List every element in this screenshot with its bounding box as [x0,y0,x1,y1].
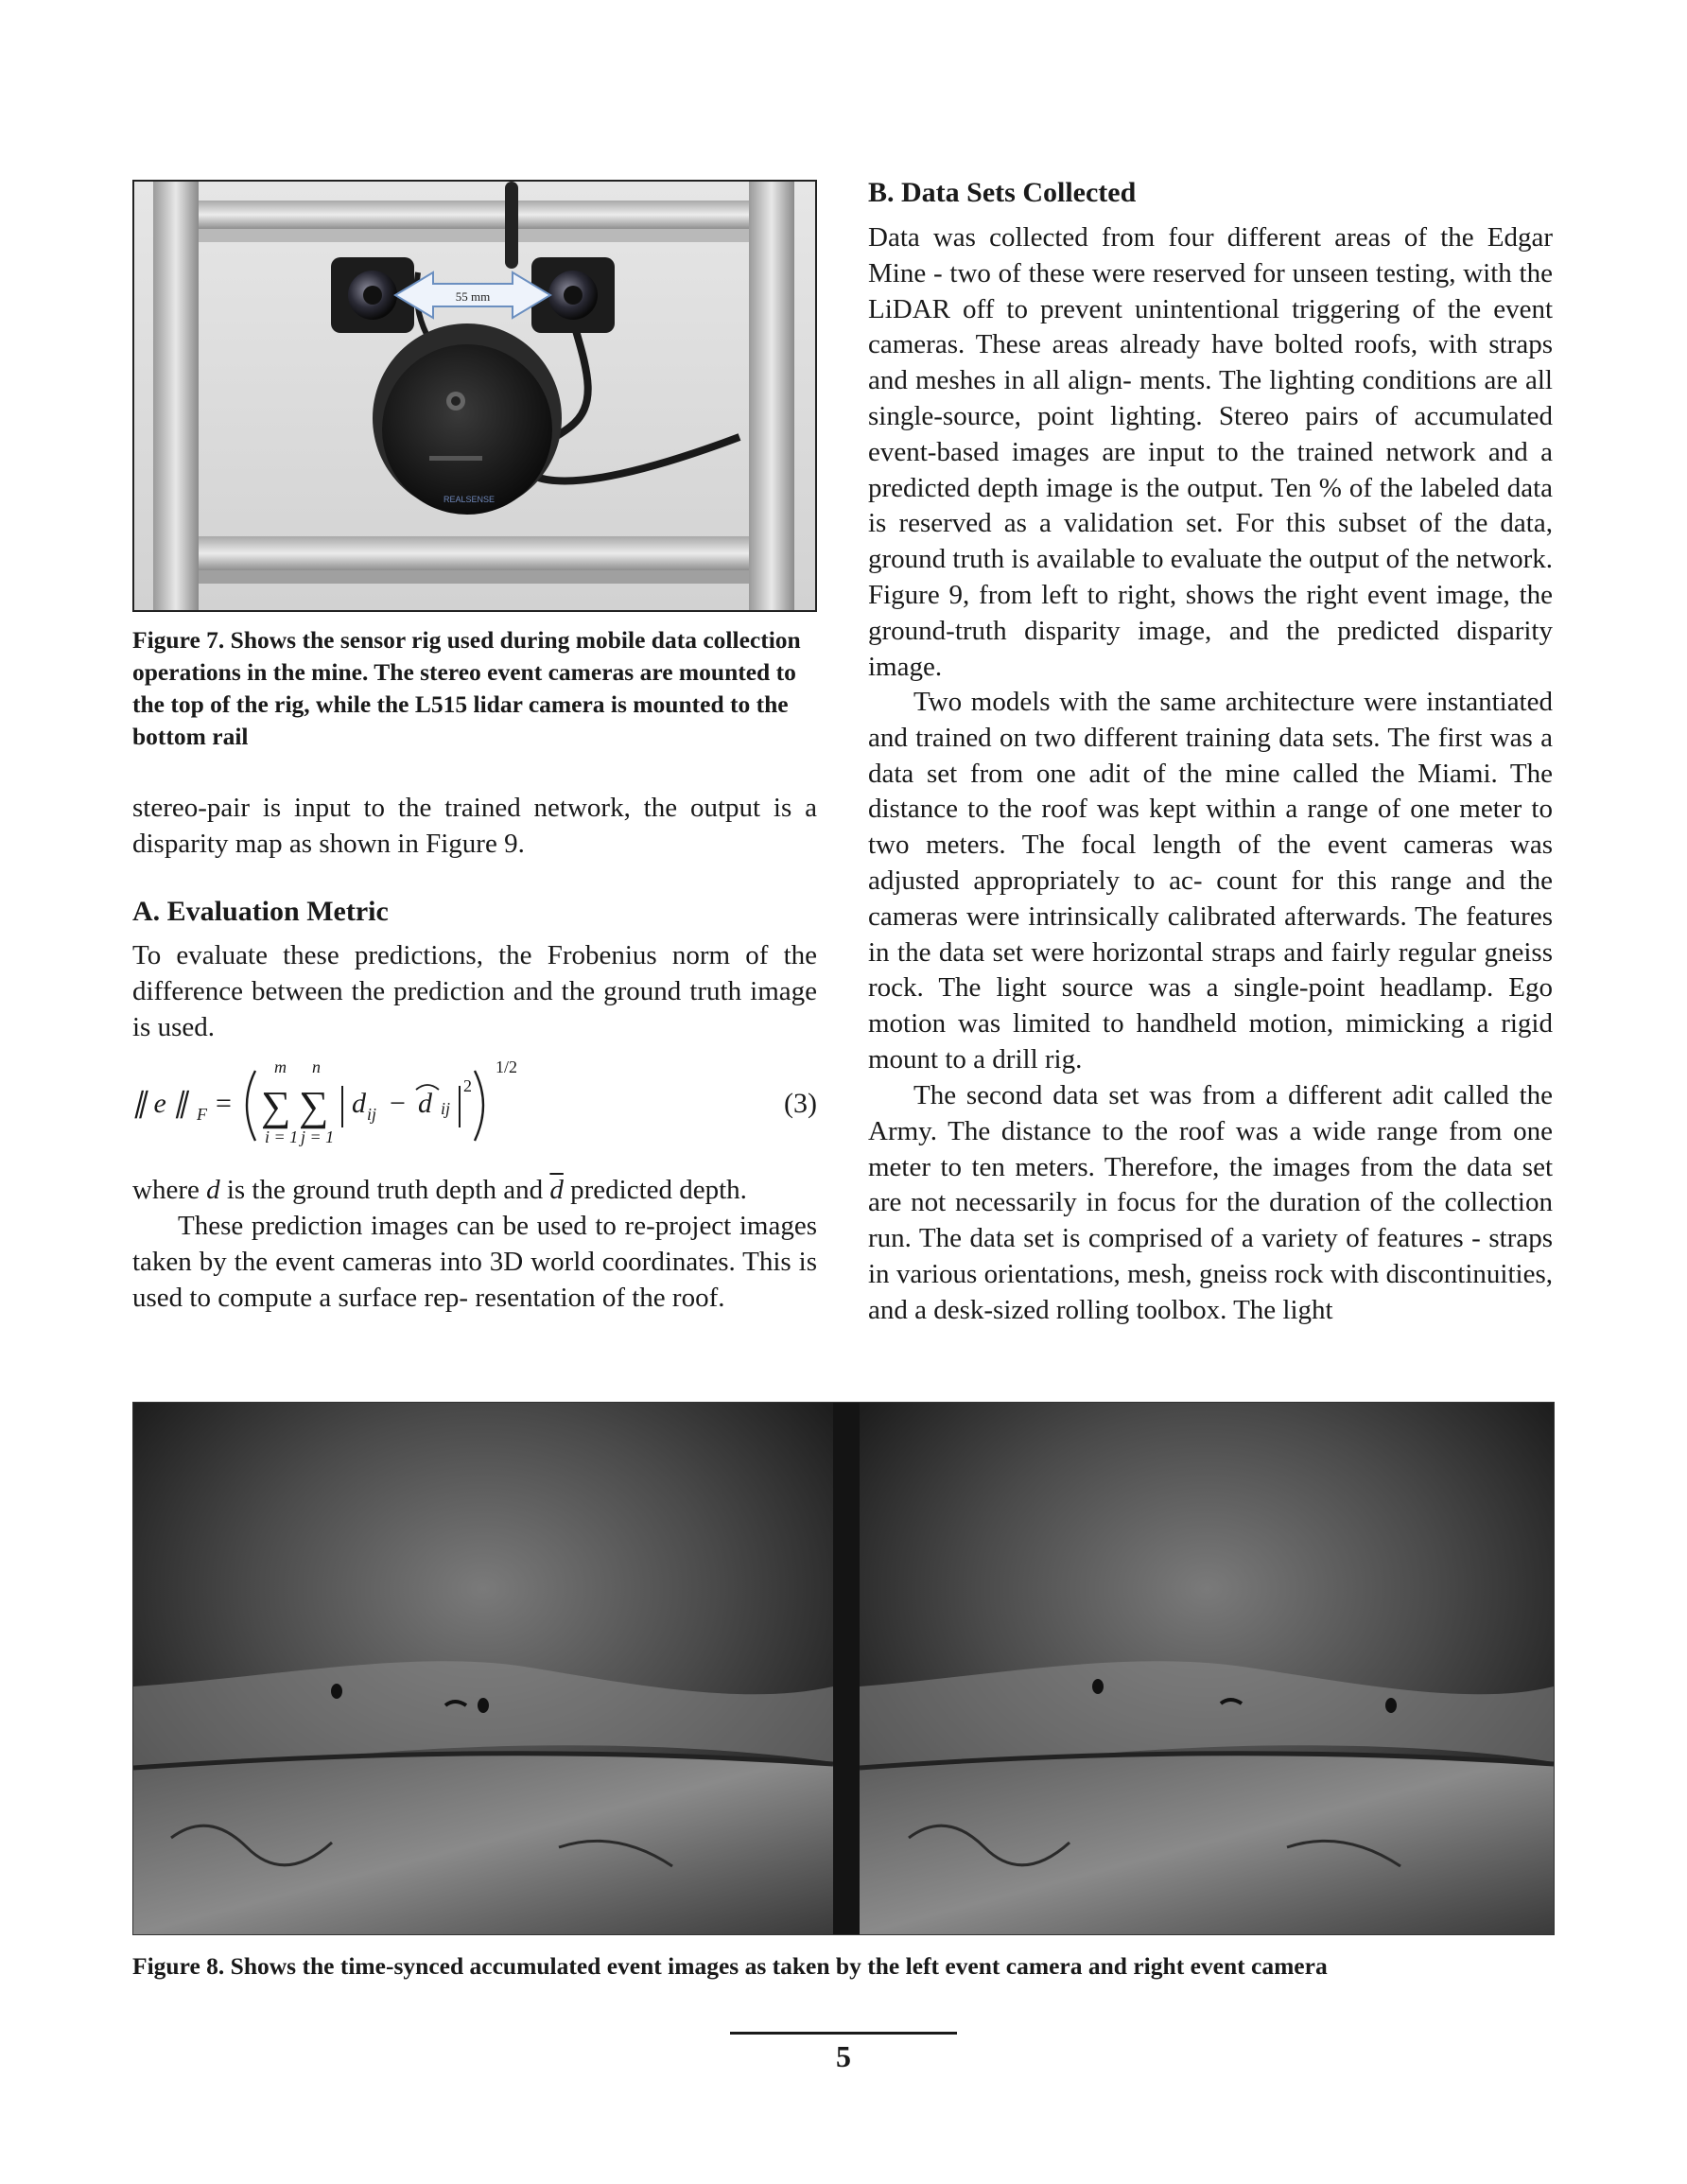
eq-sum1-top: m [274,1057,287,1076]
eq-sum2-top: n [312,1057,321,1076]
eq-minus: − [390,1088,406,1119]
symbol-d: d [206,1175,220,1205]
eq-lhs-sub: F [197,1105,207,1124]
eq-power-inner: 2 [463,1076,472,1095]
left-event-image [133,1403,833,1934]
left-paragraph-3 [132,1173,817,1209]
equation-3 [132,1057,817,1152]
eq-equals: = [216,1088,232,1119]
eq-d-hat: d [418,1088,432,1119]
predicted-depth-text: predicted depth. [570,1175,747,1205]
right-paragraph-3: The second data set was from a different adit called the Army. The distance to the roof was a wide range from one meter to ten meters. Therefore, the images from the data set are not necessarily in focus for the duration of the collection run. The data set is comprised of a variety of features - straps in various orientations, mesh, gneiss rock with discontinuities, and a desk-sized rolling toolbox. The light [868,1080,1553,1325]
figure-7-caption: Figure 7. Shows the sensor rig used during mobile data collection operations in the mine. The stereo event cameras are mounted to the top of the rig, while the L515 lidar camera is mounted to the bottom rail [132,626,801,750]
sensor-rig-illustration [134,182,815,610]
sum-symbol-1: ∑ [261,1083,291,1129]
left-paragraph-1: stereo-pair is input to the trained network, the output is a disparity map as shown in Figure 9. [132,793,817,859]
eq-sum1-bottom: i = 1 [265,1127,299,1146]
sum-symbol-2: ∑ [299,1083,329,1129]
where-text: where [132,1175,200,1205]
ground-truth-text: is the ground truth depth and [226,1175,544,1205]
right-paragraph-2: Two models with the same architecture were instantiated and trained on two different training data sets. The first was a data set from one adit of the mine called the Miami. The distance to the roof was kept within a range of one meter to two meters. The focal length of the event cameras was adjusted appropriately to ac- count for this range and the cameras were intrinsically calibrated afterwards. The features in the data set were horizontal straps and fairly regular gneiss rock. The light source was a single-point headlamp. Ego motion was limited to handheld motion, mimicking a rigid mount to a drill rig. [868,687,1553,1075]
eq-lhs: ∥ e ∥ [132,1088,188,1119]
figure-7-photo [132,180,817,612]
symbol-d-hat: $\overline{d}$ [549,1175,564,1205]
right-paragraph-1: Data was collected from four different areas of the Edgar Mine - two of these were reserved for unseen testing, with the LiDAR off to prevent unintentional triggering of the event cameras. These areas already have bolted roofs, with straps and meshes in all align- ments. The lighting conditions are all single-source, point lighting. Stereo pairs of accumulated event-based images are input to the trained network and a predicted depth image is the output. Ten % of the labeled data is reserved as a validation set. For this subset of the data, ground truth is available to evaluate the output of the network. Figure 9, from left to right, shows the right event image, the ground-truth disparity image, and the predicted disparity image. [868,222,1553,682]
page-number: 5 [836,2039,851,2073]
eq-sum2-bottom: j = 1 [301,1127,335,1146]
footer-rule [730,2032,957,2035]
section-heading-data-sets: B. Data Sets Collected [868,177,1137,208]
figure-8-image-pair [132,1402,1555,1935]
equation-number: (3) [784,1088,817,1119]
left-paragraph-4: These prediction images can be used to re-project images taken by the event cameras into 3D world coordinates. This is used to compute a surface rep- resentation of the roof. [132,1211,817,1313]
frobenius-norm-equation [132,1057,817,1152]
eq-d-sub: ij [367,1105,377,1124]
baseline-label: 55 mm [455,289,491,304]
figure-8-caption: Figure 8. Shows the time-synced accumulated event images as taken by the left event camera and right event camera [132,1952,1328,1980]
section-heading-evaluation-metric: A. Evaluation Metric [132,896,389,927]
event-images [133,1403,1554,1934]
left-paragraph-2: To evaluate these predictions, the Frobenius norm of the difference between the prediction and the ground truth image is used. [132,940,817,1042]
eq-d: d [352,1088,366,1119]
realsense-badge: REALSENSE [443,495,496,504]
eq-power-outer: 1/2 [496,1057,518,1076]
eq-d-hat-sub: ij [441,1099,451,1118]
right-event-image [860,1403,1554,1934]
